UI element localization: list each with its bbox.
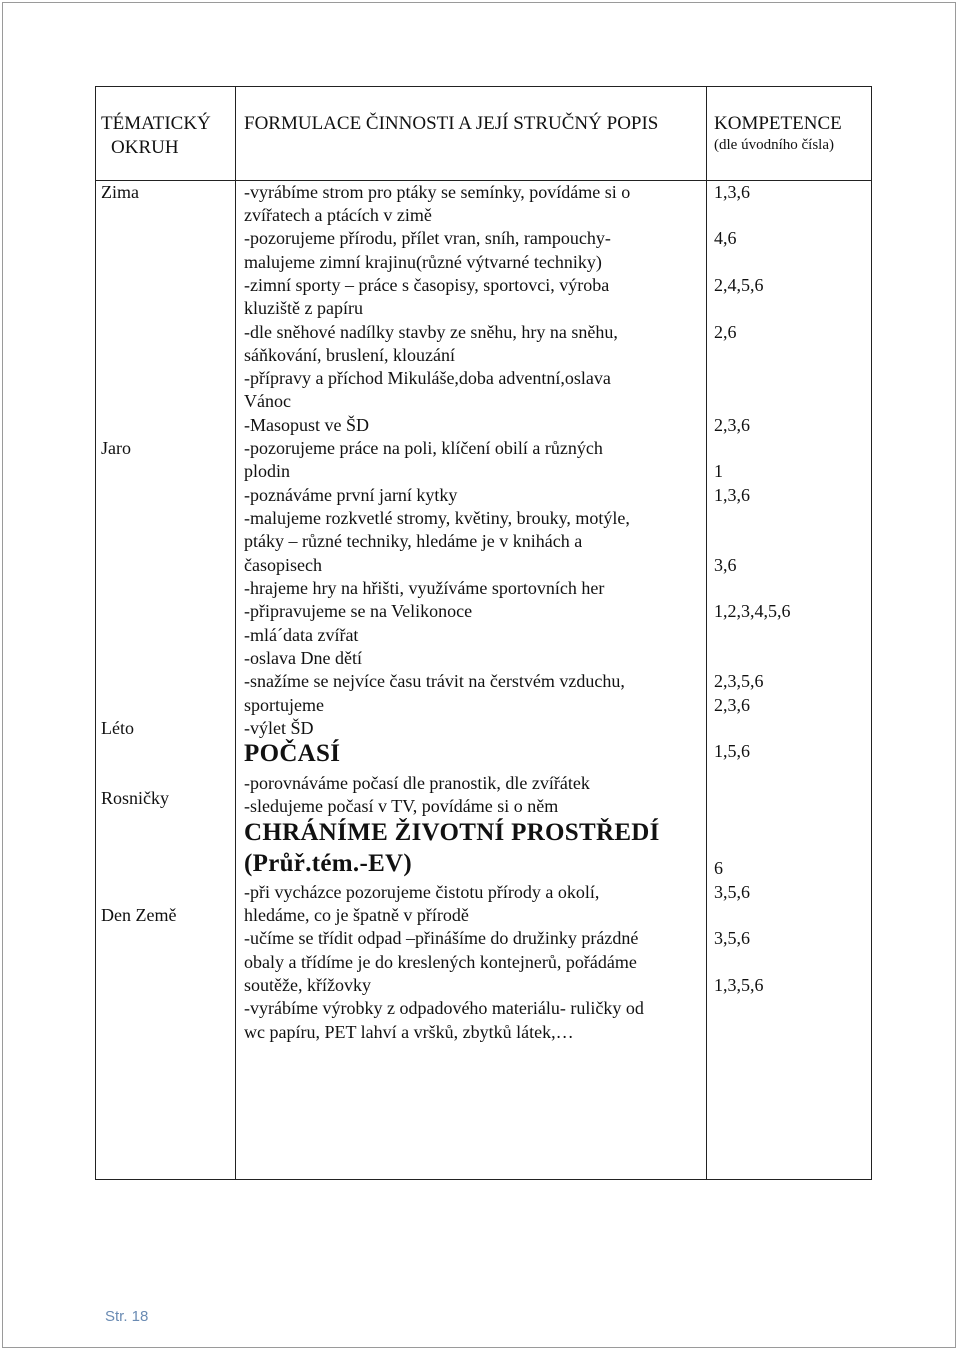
activity-line: -vyrábíme strom pro ptáky se semínky, povídáme si o (244, 182, 631, 202)
activity-line: soutěže, křížovky (244, 975, 371, 995)
activity-line: -učíme se třídit odpad –přinášíme do družinky prázdné (244, 928, 639, 948)
competence-value: 2,3,6 (714, 695, 750, 715)
activity-line: -porovnáváme počasí dle pranostik, dle zvířátek (244, 773, 590, 793)
activity-line: -hrajeme hry na hřišti, využíváme sportovních her (244, 578, 605, 598)
section-heading-prurez: (Průř.tém.-EV) (244, 850, 413, 877)
activity-line: časopisech (244, 555, 322, 575)
competence-value: 2,6 (714, 322, 737, 342)
activity-line: wc papíru, PET lahví a vršků, zbytků látek,… (244, 1022, 574, 1042)
header-activities: FORMULACE ČINNOSTI A JEJÍ STRUČNÝ POPIS (244, 113, 659, 134)
header-topic-line1: TÉMATICKÝ (101, 113, 211, 134)
activity-line: -sledujeme počasí v TV, povídáme si o něm (244, 796, 559, 816)
competence-value: 1,5,6 (714, 741, 750, 761)
header-competence: KOMPETENCE (714, 113, 842, 134)
activity-line: -poznáváme první jarní kytky (244, 485, 458, 505)
competence-value: 6 (714, 858, 723, 878)
activity-line: zvířatech a ptácích v zimě (244, 205, 432, 225)
topic-leto: Léto (101, 718, 134, 738)
activity-line: -zimní sporty – práce s časopisy, sportovci, výroba (244, 275, 610, 295)
competence-value: 1,2,3,4,5,6 (714, 601, 791, 621)
activity-line: obaly a třídíme je do kreslených kontejnerů, pořádáme (244, 952, 637, 972)
page-number: Str. 18 (105, 1308, 149, 1325)
competence-value: 2,3,6 (714, 415, 750, 435)
topic-jaro: Jaro (101, 438, 131, 458)
activity-line: sportujeme (244, 695, 324, 715)
activity-line: sáňkování, bruslení, klouzání (244, 345, 455, 365)
activity-line: -dle sněhové nadílky stavby ze sněhu, hry na sněhu, (244, 322, 618, 342)
header-topic-line2: OKRUH (111, 137, 179, 158)
competence-value: 1,3,6 (714, 485, 750, 505)
competence-value: 3,5,6 (714, 882, 750, 902)
section-heading-zivotni-prostredi: CHRÁNÍME ŽIVOTNÍ PROSTŘEDÍ (244, 819, 660, 846)
activity-line: -pozorujeme přírodu, přílet vran, sníh, rampouchy- (244, 228, 611, 248)
activity-line: -snažíme se nejvíce času trávit na čerstvém vzduchu, (244, 671, 625, 691)
competence-value: 4,6 (714, 228, 737, 248)
activity-line: -přípravy a příchod Mikuláše,doba adventní,oslava (244, 368, 611, 388)
topic-den-zeme: Den Země (101, 905, 177, 925)
activity-line: -připravujeme se na Velikonoce (244, 601, 473, 621)
activity-line: hledáme, co je špatně v přírodě (244, 905, 469, 925)
activity-line: -mlá´data zvířat (244, 625, 359, 645)
competence-value: 3,6 (714, 555, 737, 575)
competence-value: 1 (714, 461, 723, 481)
activity-line: -Masopust ve ŠD (244, 415, 369, 435)
column-divider (706, 87, 707, 1179)
activity-line: -pozorujeme práce na poli, klíčení obilí a různých (244, 438, 603, 458)
activity-line: malujeme zimní krajinu(různé výtvarné techniky) (244, 252, 602, 272)
competence-value: 3,5,6 (714, 928, 750, 948)
activity-line: Vánoc (244, 391, 291, 411)
competence-value: 1,3,5,6 (714, 975, 764, 995)
competence-value: 2,3,5,6 (714, 671, 764, 691)
activity-line: -při vycházce pozorujeme čistotu přírody a okolí, (244, 882, 600, 902)
activity-line: ptáky – různé techniky, hledáme je v knihách a (244, 531, 583, 551)
topic-zima: Zima (101, 182, 139, 202)
activity-line: plodin (244, 461, 291, 481)
header-competence-note: (dle úvodního čísla) (714, 137, 834, 153)
competence-value: 2,4,5,6 (714, 275, 764, 295)
activity-line: -malujeme rozkvetlé stromy, květiny, brouky, motýle, (244, 508, 630, 528)
column-divider (235, 87, 236, 1179)
activity-line: -vyrábíme výrobky z odpadového materiálu- ruličky od (244, 998, 644, 1018)
activity-line: -oslava Dne dětí (244, 648, 362, 668)
topic-rosnicky: Rosničky (101, 788, 170, 808)
section-heading-pocasi: POČASÍ (244, 740, 341, 767)
activity-line: -výlet ŠD (244, 718, 314, 738)
competence-value: 1,3,6 (714, 182, 750, 202)
activity-line: kluziště z papíru (244, 298, 363, 318)
